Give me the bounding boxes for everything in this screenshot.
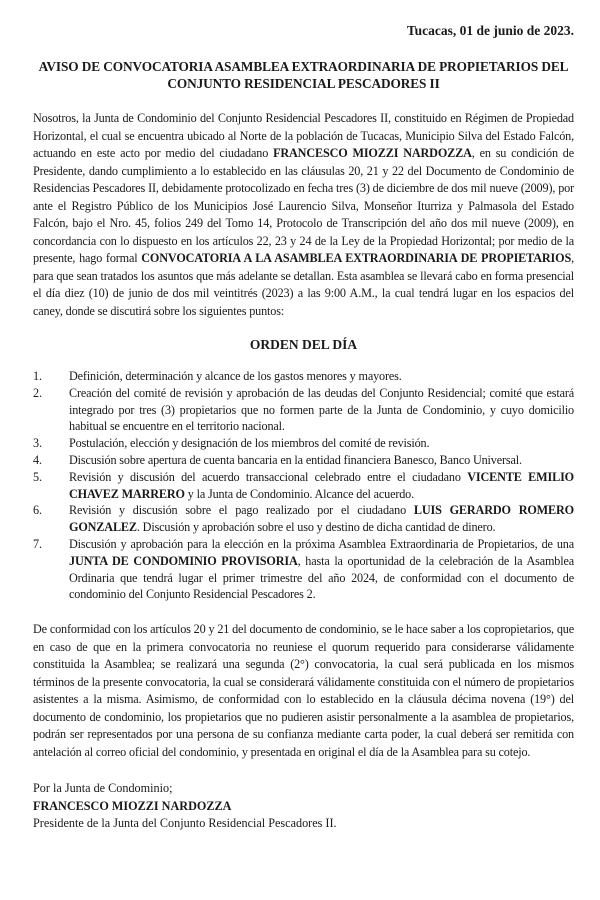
title-line-2: CONJUNTO RESIDENCIAL PESCADORES II <box>167 76 440 91</box>
agenda-item-bold: VICENTE EMILIO CHAVEZ MARRERO <box>69 469 574 501</box>
agenda-item-number: 2. <box>33 385 42 400</box>
agenda-heading: ORDEN DEL DÍA <box>249 337 358 352</box>
agenda-item-text-a: Revisión y discusión del acuerdo transaccional celebrado entre el ciudadano <box>69 469 468 484</box>
agenda-item <box>33 368 574 385</box>
agenda-item <box>33 502 574 536</box>
intro-text-2: , en su condición de Presidente, dando cumplimiento a lo establecido en las cláusulas 20, 21 y 22 del Documento de Condominio de Residencias Pescadores II, debidamente protocolizado en fecha tres (3) de diciembre de dos mil nueve (2009), por ante el Registro Público de los Municipios José Laurencio Silva, Monseñor Iturriza y Palmasola del Estado Falcón, bajo el Nro. 45, folios 249 del Tomo 14, Protocolo de Transcripción del año dos mil nueve (2009), en concordancia con lo dispuesto en los artículos 22, 23 y 24 de la Ley de la Propiedad Horizontal; por medio de la presente, hago formal <box>33 146 575 265</box>
agenda-item-text <box>69 469 574 503</box>
intro-paragraph <box>33 110 574 320</box>
agenda-item-text <box>69 435 574 452</box>
closing-paragraph: De conformidad con los artículos 20 y 21 del documento de condominio, se le hace saber a los copropietarios, que en caso de que en la primera convocatoria no reuniese el quorum requerido para considerarse válidamente constituida la Asamblea; se realizará una segunda (2°) convocatoria, la cual será publicada en los mismos términos de la presente convocatoria, la cual se considerará válidamente constituida con el número de propietarios asistentes a la misma. Asimismo, de conformidad con lo establecido en la cláusula décima novena (19°) del documento de condominio, los propietarios que no pudieren asistir personalmente a la asamblea de propietarios, podrán ser representados por una persona de su confianza mediante carta poder, la cual deberá ser remitida con antelación al correo oficial del condominio, y presentada en original el día de la Asamblea para su cotejo. <box>33 622 574 759</box>
agenda-item-text <box>69 502 574 536</box>
agenda-item-number: 4. <box>33 452 42 467</box>
agenda-item-text-b: . Discusión y aprobación sobre el uso y destino de dicha cantidad de dinero. <box>136 520 496 535</box>
agenda-item <box>33 469 574 503</box>
agenda-item-text-a: Revisión y discusión sobre el pago realizado por el ciudadano <box>69 503 414 518</box>
agenda-item <box>33 452 574 469</box>
agenda-item-text-a: Discusión sobre apertura de cuenta bancaria en la entidad financiera Banesco, Banco Universal. <box>69 452 522 467</box>
agenda-item-text <box>69 368 574 385</box>
title-line-1: AVISO DE CONVOCATORIA ASAMBLEA EXTRAORDINARIA DE PROPIETARIOS DEL <box>38 59 569 74</box>
agenda-item-number: 7. <box>33 536 42 551</box>
document-date: Tucacas, 01 de junio de 2023. <box>406 23 574 38</box>
signature-name: FRANCESCO MIOZZI NARDOZZA <box>33 798 232 813</box>
agenda-item-bold: LUIS GERARDO ROMERO GONZALEZ <box>69 503 574 535</box>
president-name: FRANCESCO MIOZZI NARDOZZA <box>273 146 472 160</box>
agenda-item-number: 5. <box>33 469 42 484</box>
signature-block <box>33 780 574 833</box>
agenda-item-text <box>69 385 574 435</box>
document-title <box>33 58 574 92</box>
agenda-item-text-a: Discusión y aprobación para la elección en la próxima Asamblea Extraordinaria de Propietarios, de una <box>69 536 574 551</box>
agenda-item-number: 3. <box>33 436 42 451</box>
agenda-item-text <box>69 452 574 469</box>
document-page <box>33 22 574 833</box>
agenda-item <box>33 435 574 452</box>
agenda-item-text-a: Creación del comité de revisión y aprobación de las deudas del Conjunto Residencial; comité que estará integrado por tres (3) propietarios que no formen parte de la Junta de Condominio, y cuyo domicilio habitual se encuentre en el territorio nacional. <box>69 385 574 434</box>
agenda-item-text-b: , hasta la oportunidad de la celebración de la Asamblea Ordinaria que tendrá lugar el primer trimestre del año 2024, de conformidad con el documento de condominio del Conjunto Residencial Pescadores 2. <box>69 553 574 602</box>
agenda-item-bold: JUNTA DE CONDOMINIO PROVISORIA <box>69 553 298 568</box>
agenda-list <box>33 368 574 603</box>
intro-text-3: , para que sean tratados los asuntos que más adelante se detallan. Esta asamblea se llevará cabo en forma presencial el día diez (10) de junio de dos mil veintitrés (2023) a las 9:00 A.M., la cual tendrá lugar en los espacios del caney, donde se discutirá sobre los siguientes puntos: <box>33 251 574 318</box>
agenda-item-text-a: Postulación, elección y designación de los miembros del comité de revisión. <box>69 436 430 451</box>
convocatoria-label: CONVOCATORIA A LA ASAMBLEA EXTRAORDINARIA DE PROPIETARIOS <box>141 251 572 265</box>
intro-text-1: Nosotros, la Junta de Condominio del Conjunto Residencial Pescadores II, constituido en Régimen de Propiedad Horizontal, el cual se encuentra ubicado al Norte de la población de Tucacas, Municipio Silva del Estado Falcón, actuando en este acto por medio del ciudadano <box>33 111 574 160</box>
agenda-item-text-a: Definición, determinación y alcance de los gastos menores y mayores. <box>69 369 402 383</box>
signature-role: Presidente de la Junta del Conjunto Residencial Pescadores II. <box>33 816 337 831</box>
agenda-item-number: 1. <box>33 369 42 383</box>
agenda-item-number: 6. <box>33 503 42 518</box>
agenda-item <box>33 385 574 435</box>
agenda-item-text <box>69 536 574 603</box>
agenda-item-text-b: y la Junta de Condominio. Alcance del acuerdo. <box>184 486 415 501</box>
agenda-item <box>33 536 574 603</box>
signature-intro: Por la Junta de Condominio; <box>33 781 173 796</box>
